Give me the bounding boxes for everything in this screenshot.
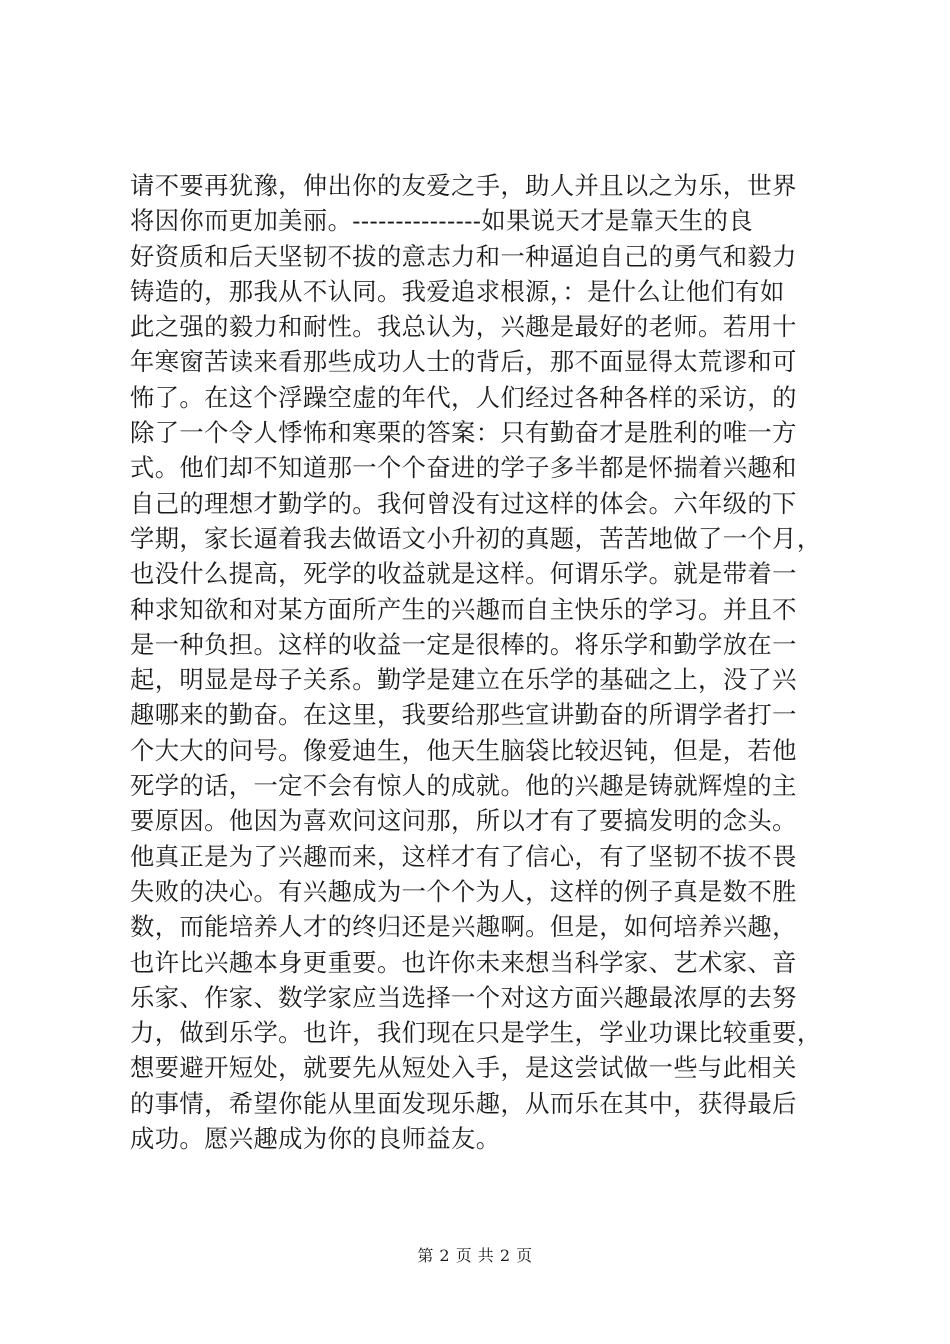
text-line: 想要避开短处，就要先从短处入手，是这尝试做一些与此相关	[130, 1053, 797, 1083]
text-line: 乐家、作家、数学家应当选择一个对这方面兴趣最浓厚的去努	[130, 982, 797, 1012]
text-line: 数，而能培养人才的终归还是兴趣啊。但是，如何培养兴趣，	[130, 912, 797, 942]
text-line: 趣哪来的勤奋。在这里，我要给那些宣讲勤奋的所谓学者打一	[130, 700, 797, 730]
text-line: 怖了。在这个浮躁空虚的年代，人们经过各种各样的采访，的	[130, 382, 797, 412]
text-line: 也许比兴趣本身更重要。也许你未来想当科学家、艺术家、音	[130, 947, 797, 977]
text-line: 此之强的毅力和耐性。我总认为，兴趣是最好的老师。若用十	[130, 312, 797, 342]
text-line: 除了一个令人悸怖和寒栗的答案：只有勤奋才是胜利的唯一方	[130, 418, 797, 448]
text-line: 起，明显是母子关系。勤学是建立在乐学的基础之上，没了兴	[130, 665, 797, 695]
text-line: 死学的话，一定不会有惊人的成就。他的兴趣是铸就辉煌的主	[130, 771, 797, 801]
text-line: 学期，家长逼着我去做语文小升初的真题，苦苦地做了一个月，	[130, 523, 822, 553]
page-number-footer: 第 2 页 共 2 页	[417, 1246, 533, 1265]
text-line: 种求知欲和对某方面所产生的兴趣而自主快乐的学习。并且不	[130, 594, 797, 624]
text-line: 成功。愿兴趣成为你的良师益友。	[130, 1124, 501, 1154]
text-line: 将因你而更加美丽。---------------如果说天才是靠天生的良	[130, 206, 754, 236]
text-line: 也没什么提高，死学的收益就是这样。何谓乐学。就是带着一	[130, 559, 797, 589]
body-text	[130, 168, 830, 1156]
text-line: 失败的决心。有兴趣成为一个个为人，这样的例子真是数不胜	[130, 876, 797, 906]
text-line: 铸造的，那我从不认同。我爱追求根源，：是什么让他们有如	[130, 276, 785, 306]
text-line: 个大大的问号。像爱迪生，他天生脑袋比较迟钝，但是，若他	[130, 735, 797, 765]
text-line: 是一种负担。这样的收益一定是很棒的。将乐学和勤学放在一	[130, 629, 797, 659]
text-line: 自己的理想才勤学的。我何曾没有过这样的体会。六年级的下	[130, 488, 797, 518]
text-line: 好资质和后天坚韧不拔的意志力和一种逼迫自己的勇气和毅力	[130, 241, 797, 271]
text-line: 要原因。他因为喜欢问这问那，所以才有了要搞发明的念头。	[130, 806, 797, 836]
text-line: 力，做到乐学。也许，我们现在只是学生，学业功课比较重要，	[130, 1018, 822, 1048]
text-line: 的事情，希望你能从里面发现乐趣，从而乐在其中，获得最后	[130, 1088, 797, 1118]
text-line: 请不要再犹豫，伸出你的友爱之手，助人并且以之为乐，世界	[130, 171, 797, 200]
text-line: 他真正是为了兴趣而来，这样才有了信心，有了坚韧不拔不畏	[130, 841, 797, 871]
text-line: 年寒窗苦读来看那些成功人士的背后，那不面显得太荒谬和可	[130, 347, 797, 377]
text-line: 式。他们却不知道那一个个奋进的学子多半都是怀揣着兴趣和	[130, 453, 797, 483]
